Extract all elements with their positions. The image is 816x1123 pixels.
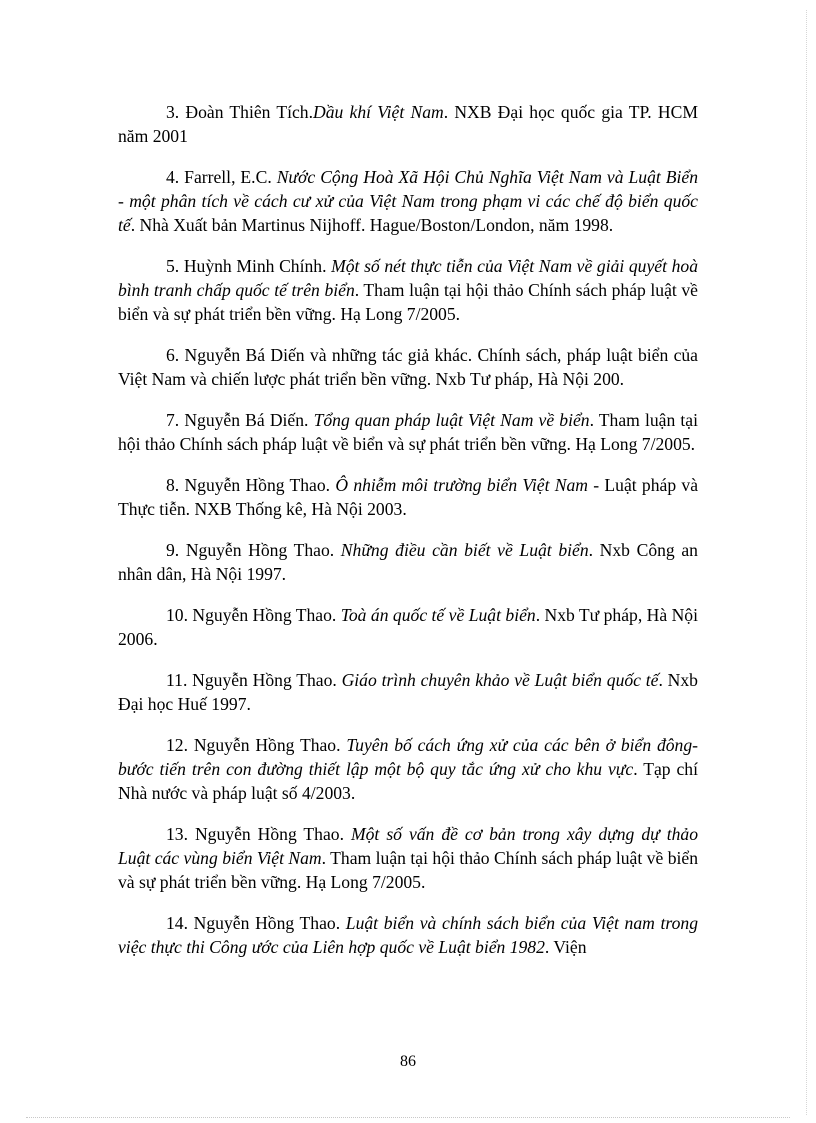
- reference-lead: 13. Nguyễn Hồng Thao.: [166, 824, 351, 844]
- reference-tail: . Nxb Công an nhân dân, Hà Nội 1997.: [118, 540, 698, 584]
- reference-item: [118, 822, 698, 894]
- reference-tail: . Nxb Tư pháp, Hà Nội 2006.: [118, 605, 698, 649]
- reference-title: Luật biển và chính sách biển của Việt nam trong việc thực thi Công ước của Liên hợp quốc về Luật biển 1982: [118, 913, 699, 957]
- reference-item: [118, 254, 698, 326]
- reference-title: Giáo trình chuyên khảo về Luật biển quốc tế: [341, 670, 659, 690]
- reference-title: Những điều cần biết về Luật biển: [340, 540, 589, 560]
- reference-lead: 10. Nguyễn Hồng Thao.: [166, 605, 341, 625]
- page-number: 86: [400, 1053, 416, 1070]
- reference-title: Một số vấn đề cơ bản trong xây dựng dự thảo Luật các vùng biển Việt Nam: [118, 824, 698, 868]
- reference-title: Tổng quan pháp luật Việt Nam về biển: [313, 410, 590, 430]
- reference-tail: . Nhà Xuất bản Martinus Nijhoff. Hague/Boston/London, năm 1998.: [130, 215, 614, 235]
- reference-lead: 8. Nguyễn Hồng Thao.: [166, 475, 336, 495]
- reference-item: [118, 343, 698, 391]
- page-right-guide: [806, 10, 807, 1115]
- reference-item: [118, 165, 698, 237]
- reference-item: [118, 538, 698, 586]
- reference-item: [118, 100, 698, 148]
- reference-item: [118, 911, 698, 959]
- reference-title: Ô nhiễm môi trường biển Việt Nam: [335, 475, 588, 495]
- reference-title: Toà án quốc tế về Luật biển: [340, 605, 536, 625]
- reference-item: [118, 668, 698, 716]
- reference-lead: 5. Huỳnh Minh Chính.: [166, 256, 332, 276]
- reference-item: [118, 733, 698, 805]
- reference-lead: 7. Nguyễn Bá Diến.: [166, 410, 314, 430]
- reference-title: Tuyên bố cách ứng xử của các bên ở biển đông-bước tiến trên con đường thiết lập một bộ quy tắc ứng xử cho khu vực: [118, 735, 698, 779]
- reference-lead: 4. Farrell, E.C.: [166, 167, 277, 187]
- reference-lead: 9. Nguyễn Hồng Thao.: [166, 540, 341, 560]
- reference-title: Nước Cộng Hoà Xã Hội Chủ Nghĩa Việt Nam và Luật Biển - một phân tích về cách cư xử của Việt Nam trong phạm vi các chế độ biển quốc tế: [118, 167, 698, 235]
- reference-tail: . NXB Đại học quốc gia TP. HCM năm 2001: [118, 102, 698, 146]
- reference-tail: . Tham luận tại hội thảo Chính sách pháp luật về biển và sự phát triển bền vững. Hạ Long 7/2005.: [118, 280, 698, 324]
- reference-lead: 12. Nguyễn Hồng Thao.: [166, 735, 347, 755]
- reference-list: [118, 100, 698, 976]
- reference-lead: 14. Nguyễn Hồng Thao.: [166, 913, 346, 933]
- reference-title: Dầu khí Việt Nam: [313, 102, 444, 122]
- reference-tail: . Tạp chí Nhà nước và pháp luật số 4/2003.: [118, 759, 698, 803]
- reference-lead: 11. Nguyễn Hồng Thao.: [166, 670, 342, 690]
- reference-lead: 3. Đoàn Thiên Tích.: [166, 102, 313, 122]
- page-bottom-border: [26, 1117, 790, 1118]
- reference-tail: . Viện: [544, 937, 587, 957]
- reference-item: [118, 603, 698, 651]
- reference-item: [118, 408, 698, 456]
- reference-tail: . Tham luận tại hội thảo Chính sách pháp luật về biển và sự phát triển bền vững. Hạ Long 7/2005.: [118, 848, 698, 892]
- reference-tail: . Nxb Đại học Huế 1997.: [118, 670, 698, 714]
- reference-lead: 6. Nguyễn Bá Diến và những tác giả khác. Chính sách, pháp luật biển của Việt Nam và chiến lược phát triển bền vững. Nxb Tư pháp, Hà Nội 200.: [118, 345, 698, 389]
- reference-tail: . Tham luận tại hội thảo Chính sách pháp luật về biển và sự phát triển bền vững. Hạ Long 7/2005.: [118, 410, 698, 454]
- reference-title: Một số nét thực tiễn của Việt Nam về giải quyết hoà bình tranh chấp quốc tế trên biển: [118, 256, 698, 300]
- reference-tail: - Luật pháp và Thực tiễn. NXB Thống kê, Hà Nội 2003.: [118, 475, 699, 519]
- reference-item: [118, 473, 698, 521]
